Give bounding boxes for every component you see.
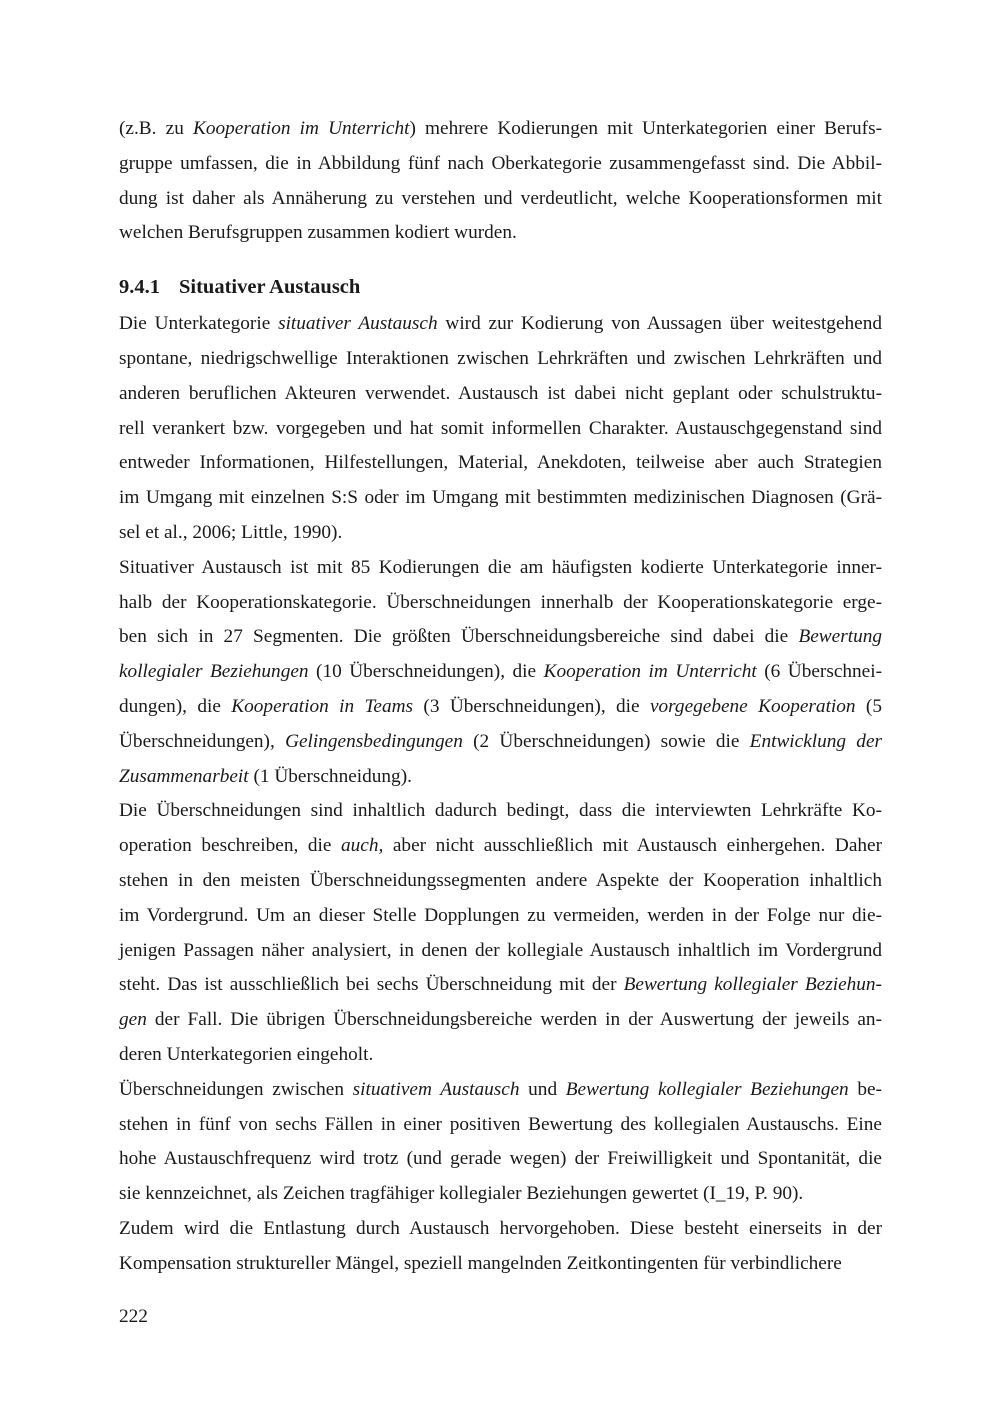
text-run: rell verankert bzw. vorgegeben und hat somit informellen Charakter. Austauschgegenstand sind bbox=[119, 417, 882, 439]
text-line bbox=[119, 690, 882, 725]
text-run: (5 bbox=[855, 695, 882, 717]
text-line bbox=[119, 216, 882, 251]
text-line bbox=[119, 934, 882, 969]
text-run: der Fall. Die übrigen Überschneidungsbereiche werden in der Auswertung der jeweils an- bbox=[146, 1009, 882, 1031]
italic-term: Kooperation im Unterricht bbox=[193, 118, 410, 139]
text-run: Zudem wird die Entlastung durch Austausch hervorgehoben. Diese besteht einerseits in der bbox=[119, 1217, 882, 1239]
text-line bbox=[119, 112, 882, 147]
text-run: (z.B. zu bbox=[119, 118, 193, 139]
text-run: Situativer Austausch ist mit 85 Kodierungen die am häufigsten kodierte Unterkategorie inner- bbox=[119, 556, 882, 578]
text-line bbox=[119, 1108, 882, 1143]
italic-term: Bewertung bbox=[798, 626, 882, 648]
paragraph bbox=[119, 551, 882, 795]
text-run: gruppe umfassen, die in Abbildung fünf nach Oberkategorie zusammengefasst sind. Die Abbil- bbox=[119, 152, 882, 174]
text-run: wird zur Kodierung von Aussagen über weitestgehend bbox=[437, 313, 882, 335]
text-run: aber nicht ausschließlich mit Austausch einhergehen. Daher bbox=[383, 835, 882, 857]
text-run: stehen in fünf von sechs Fällen in einer positiven Bewertung des kollegialen Austauschs. Eine bbox=[119, 1113, 882, 1135]
italic-term: gen bbox=[119, 1009, 147, 1031]
italic-term: auch, bbox=[340, 835, 384, 857]
text-run: Überschneidungen), bbox=[119, 730, 286, 752]
text-run: Die Überschneidungen sind inhaltlich dadurch bedingt, dass die interviewten Lehrkräfte Ko- bbox=[119, 800, 882, 822]
text-run: Überschneidungen zwischen bbox=[119, 1078, 353, 1100]
text-run: spontane, niedrigschwellige Interaktionen zwischen Lehrkräften und zwischen Lehrkräften und bbox=[119, 347, 882, 369]
italic-term: Bewertung kollegialer Beziehun- bbox=[623, 974, 882, 996]
text-line bbox=[119, 1073, 882, 1108]
text-run: entweder Informationen, Hilfestellungen, Material, Anekdoten, teilweise aber auch Strategien bbox=[119, 452, 882, 474]
paragraph bbox=[119, 1073, 882, 1212]
text-run: deren Unterkategorien eingeholt. bbox=[119, 1043, 374, 1065]
text-run: (2 Überschneidungen) sowie die bbox=[462, 730, 750, 752]
text-line bbox=[119, 516, 882, 551]
text-run: jenigen Passagen näher analysiert, in denen der kollegiale Austausch inhaltlich im Vordergrund bbox=[119, 939, 882, 961]
text-run: be- bbox=[848, 1078, 882, 1100]
section-spacer bbox=[119, 251, 882, 267]
text-line bbox=[119, 760, 882, 795]
section-heading bbox=[119, 267, 882, 307]
italic-term: situativer Austausch bbox=[278, 313, 438, 335]
document-page bbox=[119, 112, 882, 1282]
text-line bbox=[119, 620, 882, 655]
text-line bbox=[119, 1212, 882, 1247]
paragraph bbox=[119, 794, 882, 1072]
text-line bbox=[119, 655, 882, 690]
text-run: (1 Überschneidung). bbox=[248, 765, 412, 787]
page-number: 222 bbox=[119, 1306, 148, 1327]
paragraph bbox=[119, 307, 882, 551]
italic-term: Kooperation in Teams bbox=[231, 695, 414, 717]
italic-term: situativem Austausch bbox=[352, 1078, 520, 1100]
text-run: (6 Überschnei- bbox=[756, 661, 882, 683]
text-line bbox=[119, 899, 882, 934]
text-line bbox=[119, 1003, 882, 1038]
text-line bbox=[119, 1247, 882, 1282]
text-run: (10 Überschneidungen), die bbox=[308, 661, 544, 683]
text-run: im Umgang mit einzelnen S:S oder im Umgang mit bestimmten medizinischen Diagnosen (Grä- bbox=[119, 487, 882, 509]
text-line bbox=[119, 725, 882, 760]
text-line bbox=[119, 182, 882, 217]
italic-term: Entwicklung der bbox=[749, 730, 883, 752]
text-run: anderen beruflichen Akteuren verwendet. Austausch ist dabei nicht geplant oder schulstruktu- bbox=[119, 382, 882, 404]
italic-term: Bewertung kollegialer Beziehungen bbox=[565, 1078, 849, 1100]
intro-paragraph bbox=[119, 112, 882, 251]
text-run: dung ist daher als Annäherung zu verstehen und verdeutlicht, welche Kooperationsformen mit bbox=[119, 187, 882, 209]
text-line bbox=[119, 1142, 882, 1177]
text-run: halb der Kooperationskategorie. Überschneidungen innerhalb der Kooperationskategorie erge- bbox=[119, 591, 882, 613]
text-line bbox=[119, 794, 882, 829]
text-line bbox=[119, 829, 882, 864]
italic-term: Kooperation im Unterricht bbox=[543, 661, 757, 683]
text-line bbox=[119, 481, 882, 516]
text-line bbox=[119, 586, 882, 621]
text-line bbox=[119, 446, 882, 481]
text-run: hohe Austauschfrequenz wird trotz (und gerade wegen) der Freiwilligkeit und Spontanität, die bbox=[119, 1148, 882, 1170]
italic-term: Gelingensbedingungen bbox=[285, 730, 463, 752]
text-run: dungen), die bbox=[119, 695, 232, 717]
text-run: steht. Das ist ausschließlich bei sechs Überschneidung mit der bbox=[119, 974, 624, 996]
text-run: ben sich in 27 Segmenten. Die größten Überschneidungsbereiche sind dabei die bbox=[119, 626, 799, 648]
paragraph bbox=[119, 1212, 882, 1282]
text-run: sie kennzeichnet, als Zeichen tragfähiger kollegialer Beziehungen gewertet (I_19, P. 90). bbox=[119, 1183, 804, 1205]
text-run: ) mehrere Kodierungen mit Unterkategorien einer Berufs- bbox=[409, 118, 882, 139]
text-run: welchen Berufsgruppen zusammen kodiert wurden. bbox=[119, 222, 517, 244]
text-line bbox=[119, 307, 882, 342]
text-run: stehen in den meisten Überschneidungssegmenten andere Aspekte der Kooperation inhaltlich bbox=[119, 869, 882, 891]
text-line bbox=[119, 342, 882, 377]
italic-term: vorgegebene Kooperation bbox=[649, 695, 856, 717]
text-run: (3 Überschneidungen), die bbox=[413, 695, 650, 717]
text-line bbox=[119, 1177, 882, 1212]
text-run: Kompensation struktureller Mängel, speziell mangelnden Zeitkontingenten für verbindlichere bbox=[119, 1252, 842, 1274]
text-line bbox=[119, 1038, 882, 1073]
text-line bbox=[119, 377, 882, 412]
text-line bbox=[119, 412, 882, 447]
section-title: Situativer Austausch bbox=[179, 276, 361, 299]
section-number: 9.4.1 bbox=[119, 276, 160, 299]
italic-term: Zusammenarbeit bbox=[119, 765, 249, 787]
text-run: im Vordergrund. Um an dieser Stelle Dopplungen zu vermeiden, werden in der Folge nur die- bbox=[119, 904, 882, 926]
italic-term: kollegialer Beziehungen bbox=[119, 661, 309, 683]
text-run: operation beschreiben, die bbox=[119, 835, 341, 857]
body-text bbox=[119, 307, 882, 1281]
text-run: sel et al., 2006; Little, 1990). bbox=[119, 521, 343, 543]
text-line bbox=[119, 551, 882, 586]
text-line bbox=[119, 864, 882, 899]
text-run: und bbox=[519, 1078, 566, 1100]
text-run: Die Unterkategorie bbox=[119, 313, 279, 335]
text-line bbox=[119, 968, 882, 1003]
text-line bbox=[119, 147, 882, 182]
